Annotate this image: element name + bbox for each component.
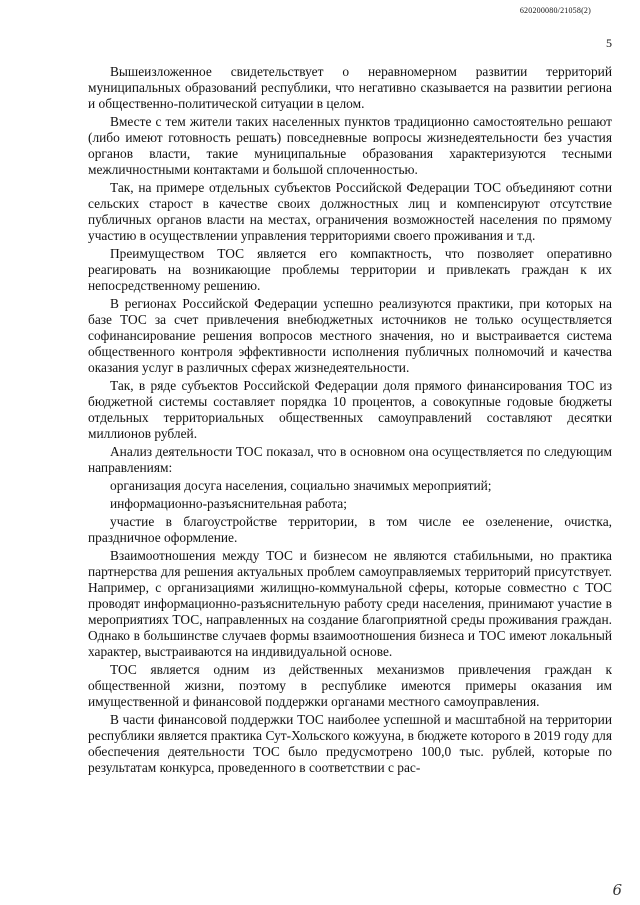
document-body bbox=[88, 64, 612, 778]
paragraph: ТОС является одним из действенных механизмов привлечения граждан к общественной жизни, поэтому в республике имеются примеры оказания им имущественной и финансовой поддержки органами местного самоуправления. bbox=[88, 662, 612, 709]
page-number: 5 bbox=[606, 36, 612, 50]
paragraph: Преимуществом ТОС является его компактность, что позволяет оперативно реагировать на возникающие проблемы территории и привлекать граждан к их непосредственному решению. bbox=[88, 246, 612, 293]
paragraph: В регионах Российской Федерации успешно реализуются практики, при которых на базе ТОС за счет привлечения внебюджетных источников не только осуществляется софинансирование решения вопросов местного значения, но и выстраивается система общественного контроля эффективности исполнения публичных полномочий и качества оказания услуг в различных сферах жизнедеятельности. bbox=[88, 296, 612, 375]
list-item: информационно-разъяснительная работа; bbox=[110, 496, 347, 511]
list-item: организация досуга населения, социально значимых мероприятий; bbox=[110, 478, 492, 493]
handwritten-page-mark: 6 bbox=[612, 881, 622, 899]
paragraph: Так, на примере отдельных субъектов Российской Федерации ТОС объединяют сотни сельских старост в качестве своих должностных лиц и компенсируют отсутствие публичных органов власти на местах, ограничения возможностей населения по прямому участию в осуществлении управления территориями своего проживания и т.д. bbox=[88, 180, 612, 243]
paragraph: Так, в ряде субъектов Российской Федерации доля прямого финансирования ТОС из бюджетной системы составляет порядка 10 процентов, а совокупные годовые бюджеты отдельных территориальных общественных самоуправлений составляют десятки миллионов рублей. bbox=[88, 378, 612, 441]
paragraph: Анализ деятельности ТОС показал, что в основном она осуществляется по следующим направлениям: bbox=[88, 444, 612, 475]
list-item: участие в благоустройстве территории, в том числе ее озеленение, очистка, праздничное оформление. bbox=[88, 514, 612, 545]
paragraph: Вышеизложенное свидетельствует о неравномерном развитии территорий муниципальных образований республики, что негативно сказывается на развитии региона и общественно-политической ситуации в целом. bbox=[88, 64, 612, 111]
paragraph: Взаимоотношения между ТОС и бизнесом не являются стабильными, но практика партнерства для решения актуальных проблем самоуправляемых территорий присутствует. Например, с организациями жилищно-коммунальной сферы, которые совместно с ТОС проводят информационно-разъяснительную работу среди населения, принимают участие в мероприятиях ТОС, направленных на создание благоприятной среды проживания граждан. Однако в большинстве случаев формы взаимоотношения бизнеса и ТОС имеют локальный характер, выстраиваются на индивидуальной основе. bbox=[88, 548, 612, 659]
document-id: 620200080/21058(2) bbox=[519, 6, 591, 15]
paragraph: Вместе с тем жители таких населенных пунктов традиционно самостоятельно решают (либо имеют готовность решать) повседневные вопросы жизнедеятельности без участия органов власти, такие муниципальные образования характеризуются тесными межличностными контактами и большой сплоченностью. bbox=[88, 114, 612, 177]
paragraph: В части финансовой поддержки ТОС наиболее успешной и масштабной на территории республики является практика Сут-Хольского кожууна, в бюджете которого в 2019 году для обеспечения деятельности ТОС было предусмотрено 100,0 тыс. рублей, которые по результатам конкурса, проведенного в соответствии с рас- bbox=[88, 712, 612, 775]
